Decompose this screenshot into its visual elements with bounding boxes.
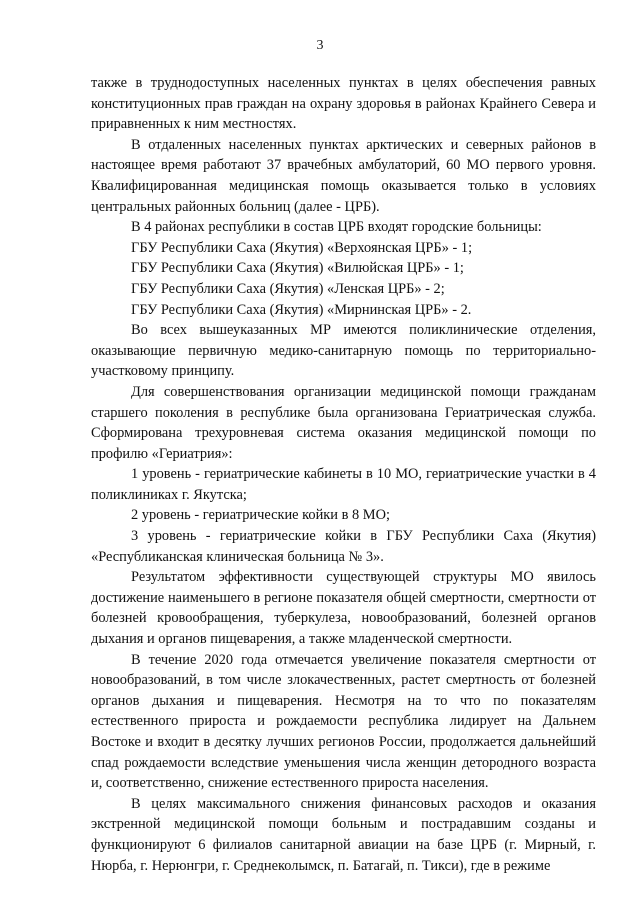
paragraph-outpatient-departments: Во всех вышеуказанных МР имеются поликлинические отделения, оказывающие первичную медико-санитарную помощь по территориально-участковому принципу. bbox=[91, 322, 596, 380]
paragraph-air-ambulance: В целях максимального снижения финансовых расходов и оказания экстренной медицинской помощи больным и пострадавшим созданы и функционируют 6 филиалов санитарной авиации на базе ЦРБ (г. Мирный, г. Нюрба, г. Нерюнгри, г. Среднеколымск, п. Батагай, п. Тикси), где в режиме bbox=[91, 795, 596, 874]
list-item-verkhoyansk: ГБУ Республики Саха (Якутия) «Верхоянская ЦРБ» - 1; bbox=[131, 239, 473, 256]
list-item-mirny: ГБУ Республики Саха (Якутия) «Мирнинская ЦРБ» - 2. bbox=[131, 301, 472, 318]
paragraph-geriatric-service: Для совершенствования организации медицинской помощи гражданам старшего поколения в республике была организована Гериатрическая служба. Сформирована трехуровневая система оказания медицинской помощи по профилю «Гериатрия»: bbox=[91, 383, 596, 462]
list-item-vilyuysk: ГБУ Республики Саха (Якутия) «Вилюйская ЦРБ» - 1; bbox=[131, 260, 464, 277]
paragraph-2020-trends: В течение 2020 года отмечается увеличение показателя смертности от новообразований, в том числе злокачественных, растет смертность от болезней органов дыхания и пищеварения. Несмотря на то что по показателям естественного прироста и рождаемости республика лидирует на Дальнем Востоке и входит в десятку лучших регионов России, продолжается дальнейший спад рождаемости вследствие уменьшения числа женщин детородного возраста и, соответственно, снижение естественного прироста населения. bbox=[91, 651, 596, 792]
paragraph-continuation: также в труднодоступных населенных пунктах в целях обеспечения равных конституционных прав граждан на охрану здоровья в районах Крайнего Севера и приравненных к ним местностях. bbox=[91, 75, 596, 133]
list-item-level-1: 1 уровень - гериатрические кабинеты в 10 МО, гериатрические участки в 4 поликлиниках г. Якутска; bbox=[91, 466, 596, 503]
paragraph-districts-intro: В 4 районах республики в состав ЦРБ входят городские больницы: bbox=[131, 219, 542, 236]
list-item-level-3: 3 уровень - гериатрические койки в ГБУ Республики Саха (Якутия) «Республиканская клиническая больница № 3». bbox=[91, 528, 596, 565]
document-body bbox=[91, 73, 596, 876]
list-item-level-2: 2 уровень - гериатрические койки в 8 МО; bbox=[131, 507, 390, 524]
page-number: 3 bbox=[316, 38, 324, 53]
paragraph-mortality-results: Результатом эффективности существующей структуры МО явилось достижение наименьшего в регионе показателя общей смертности, смертности от болезней кровообращения, туберкулеза, новообразований, болезней органов дыхания и органов пищеварения, а также младенческой смертности. bbox=[91, 569, 596, 648]
list-item-lensk: ГБУ Республики Саха (Якутия) «Ленская ЦРБ» - 2; bbox=[131, 280, 445, 297]
paragraph-remote-settlements: В отдаленных населенных пунктах арктических и северных районов в настоящее время работают 37 врачебных амбулаторий, 60 МО первого уровня. Квалифицированная медицинская помощь оказывается только в условиях центральных районных больниц (далее - ЦРБ). bbox=[91, 136, 596, 215]
